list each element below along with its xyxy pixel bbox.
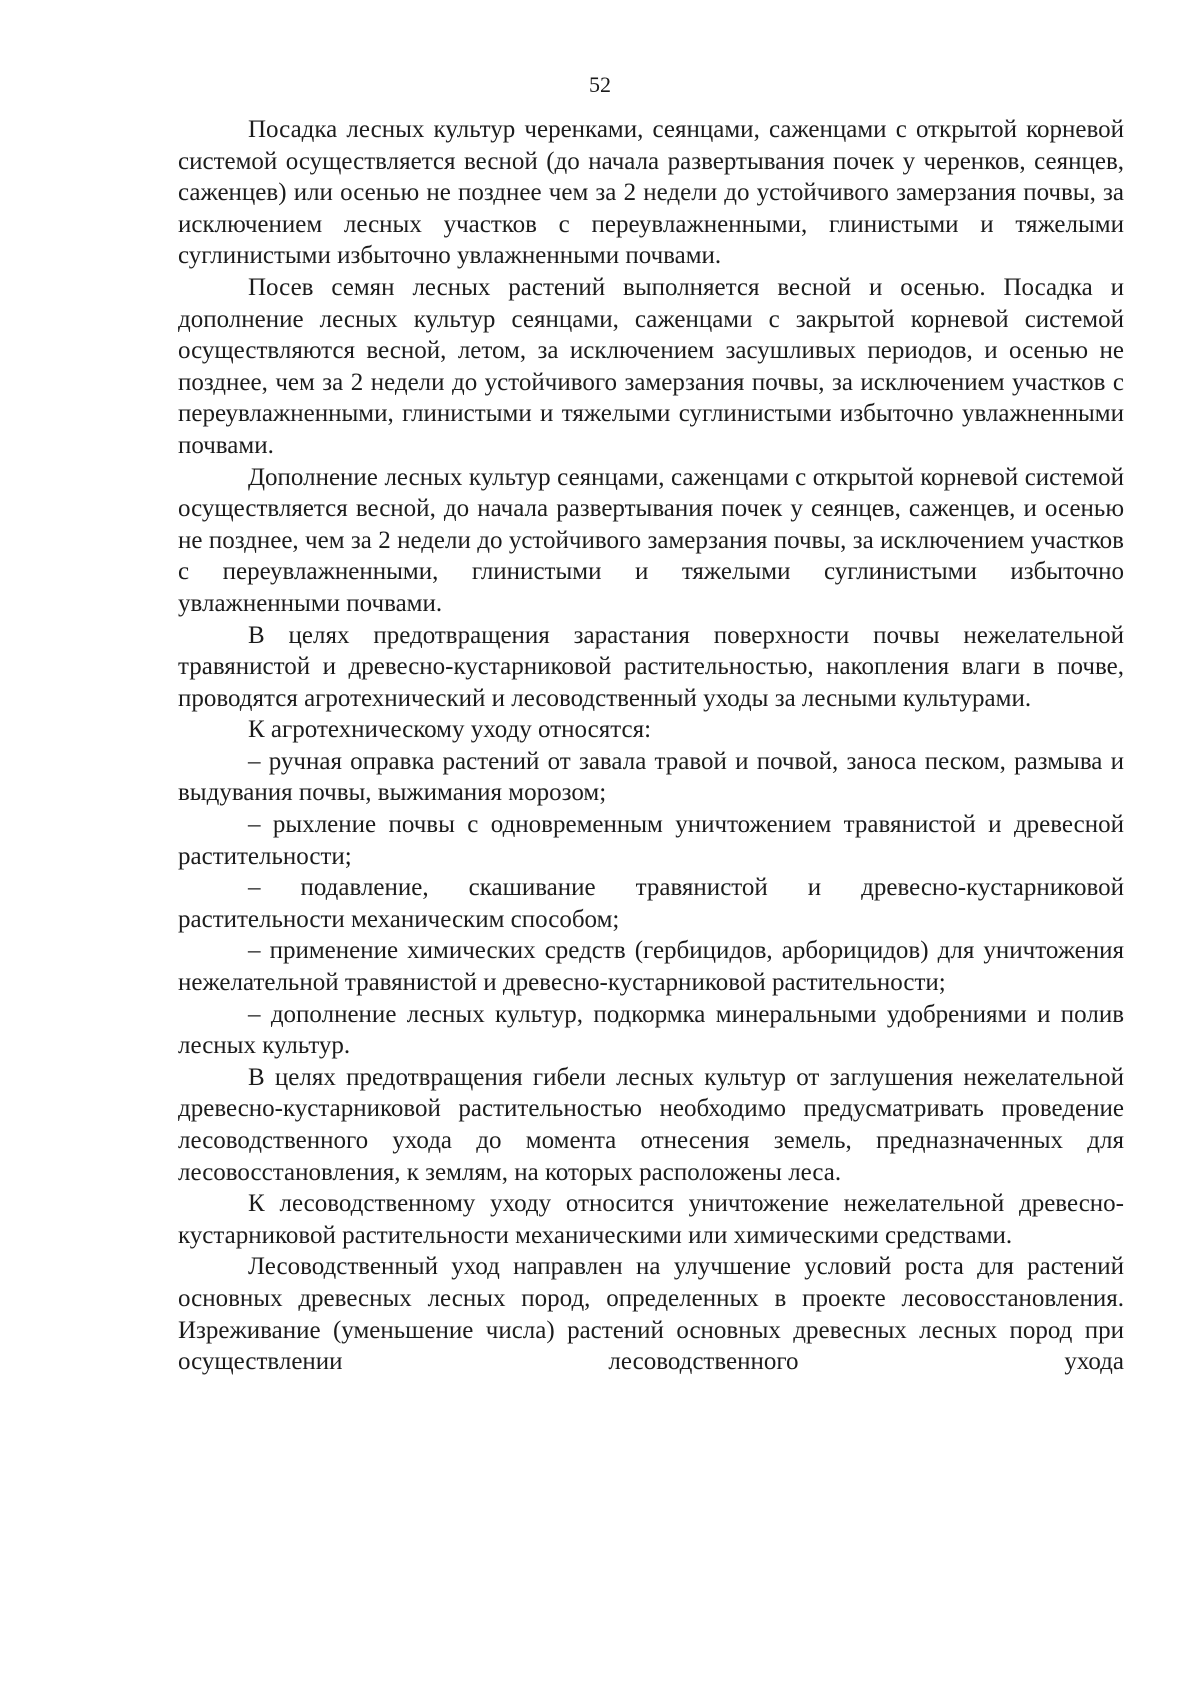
paragraph-silvicultural-care-definition: К лесоводственному уходу относится уничтожение нежелательной древесно-кустарниковой растительности механическими или химическими средствами. (178, 1190, 1124, 1249)
document-body (178, 114, 1124, 1378)
list-item-chemicals: – применение химических средств (гербицидов, арборицидов) для уничтожения нежелательной травянистой и древесно-кустарниковой растительности; (178, 937, 1124, 997)
list-item-soil-loosening: – рыхление почвы с одновременным уничтожением травянистой и древесной растительности; (178, 811, 1124, 870)
paragraph-silvicultural-care-timing: В целях предотвращения гибели лесных культур от заглушения нежелательной древесно-кустарниковой растительностью необходимо предусматривать проведение лесоводственного ухода до момента отнесения земель, предназначенных для лесовосстановления, к землям, на которых расположены леса. (178, 1063, 1124, 1186)
paragraph-planting-open-roots: Посадка лесных культур черенками, сеянцами, саженцами с открытой корневой системой осуществляется весной (до начала развертывания почек у черенков, сеянцев, саженцев) или осенью не позднее чем за 2 недели до устойчивого замерзания почвы, за исключением лесных участков с переувлажненными, глинистыми и тяжелыми суглинистыми избыточно увлажненными почвами. (178, 116, 1124, 270)
page-number: 52 (589, 72, 611, 97)
paragraph-silvicultural-care-goal: Лесоводственный уход направлен на улучшение условий роста для растений основных древесных лесных пород, определенных в проекте лесовосстановления. Изреживание (уменьшение числа) растений основных древесных лесных пород при осуществлении лесоводственного ухода (178, 1253, 1124, 1376)
paragraph-supplement-open-roots: Дополнение лесных культур сеянцами, саженцами с открытой корневой системой осуществляется весной, до начала развертывания почек у сеянцев, саженцев, и осенью не позднее, чем за 2 недели до устойчивого замерзания почвы, за исключением участков с переувлажненными, глинистыми и тяжелыми суглинистыми избыточно увлажненными почвами. (178, 463, 1124, 617)
list-item-fertilizing: – дополнение лесных культур, подкормка минеральными удобрениями и полив лесных культур. (178, 1000, 1124, 1060)
list-item-mowing: – подавление, скашивание травянистой и древесно-кустарниковой растительности механическим способом; (178, 874, 1124, 933)
paragraph-care-purpose: В целях предотвращения зарастания поверхности почвы нежелательной травянистой и древесно-кустарниковой растительностью, накопления влаги в почве, проводятся агротехнический и лесоводственный уходы за лесными культурами. (178, 621, 1124, 712)
paragraph-seed-sowing: Посев семян лесных растений выполняется весной и осенью. Посадка и дополнение лесных культур сеянцами, саженцами с закрытой корневой системой осуществляются весной, летом, за исключением засушливых периодов, и осенью не позднее, чем за 2 недели до устойчивого замерзания почвы, за исключением участков с переувлажненными, глинистыми и тяжелыми суглинистыми избыточно увлажненными почвами. (178, 273, 1124, 459)
list-item-manual-straightening: – ручная оправка растений от завала травой и почвой, заноса песком, размыва и выдувания почвы, выжимания морозом; (178, 747, 1124, 807)
paragraph-agrotechnical-heading: К агротехническому уходу относятся: (248, 716, 652, 744)
